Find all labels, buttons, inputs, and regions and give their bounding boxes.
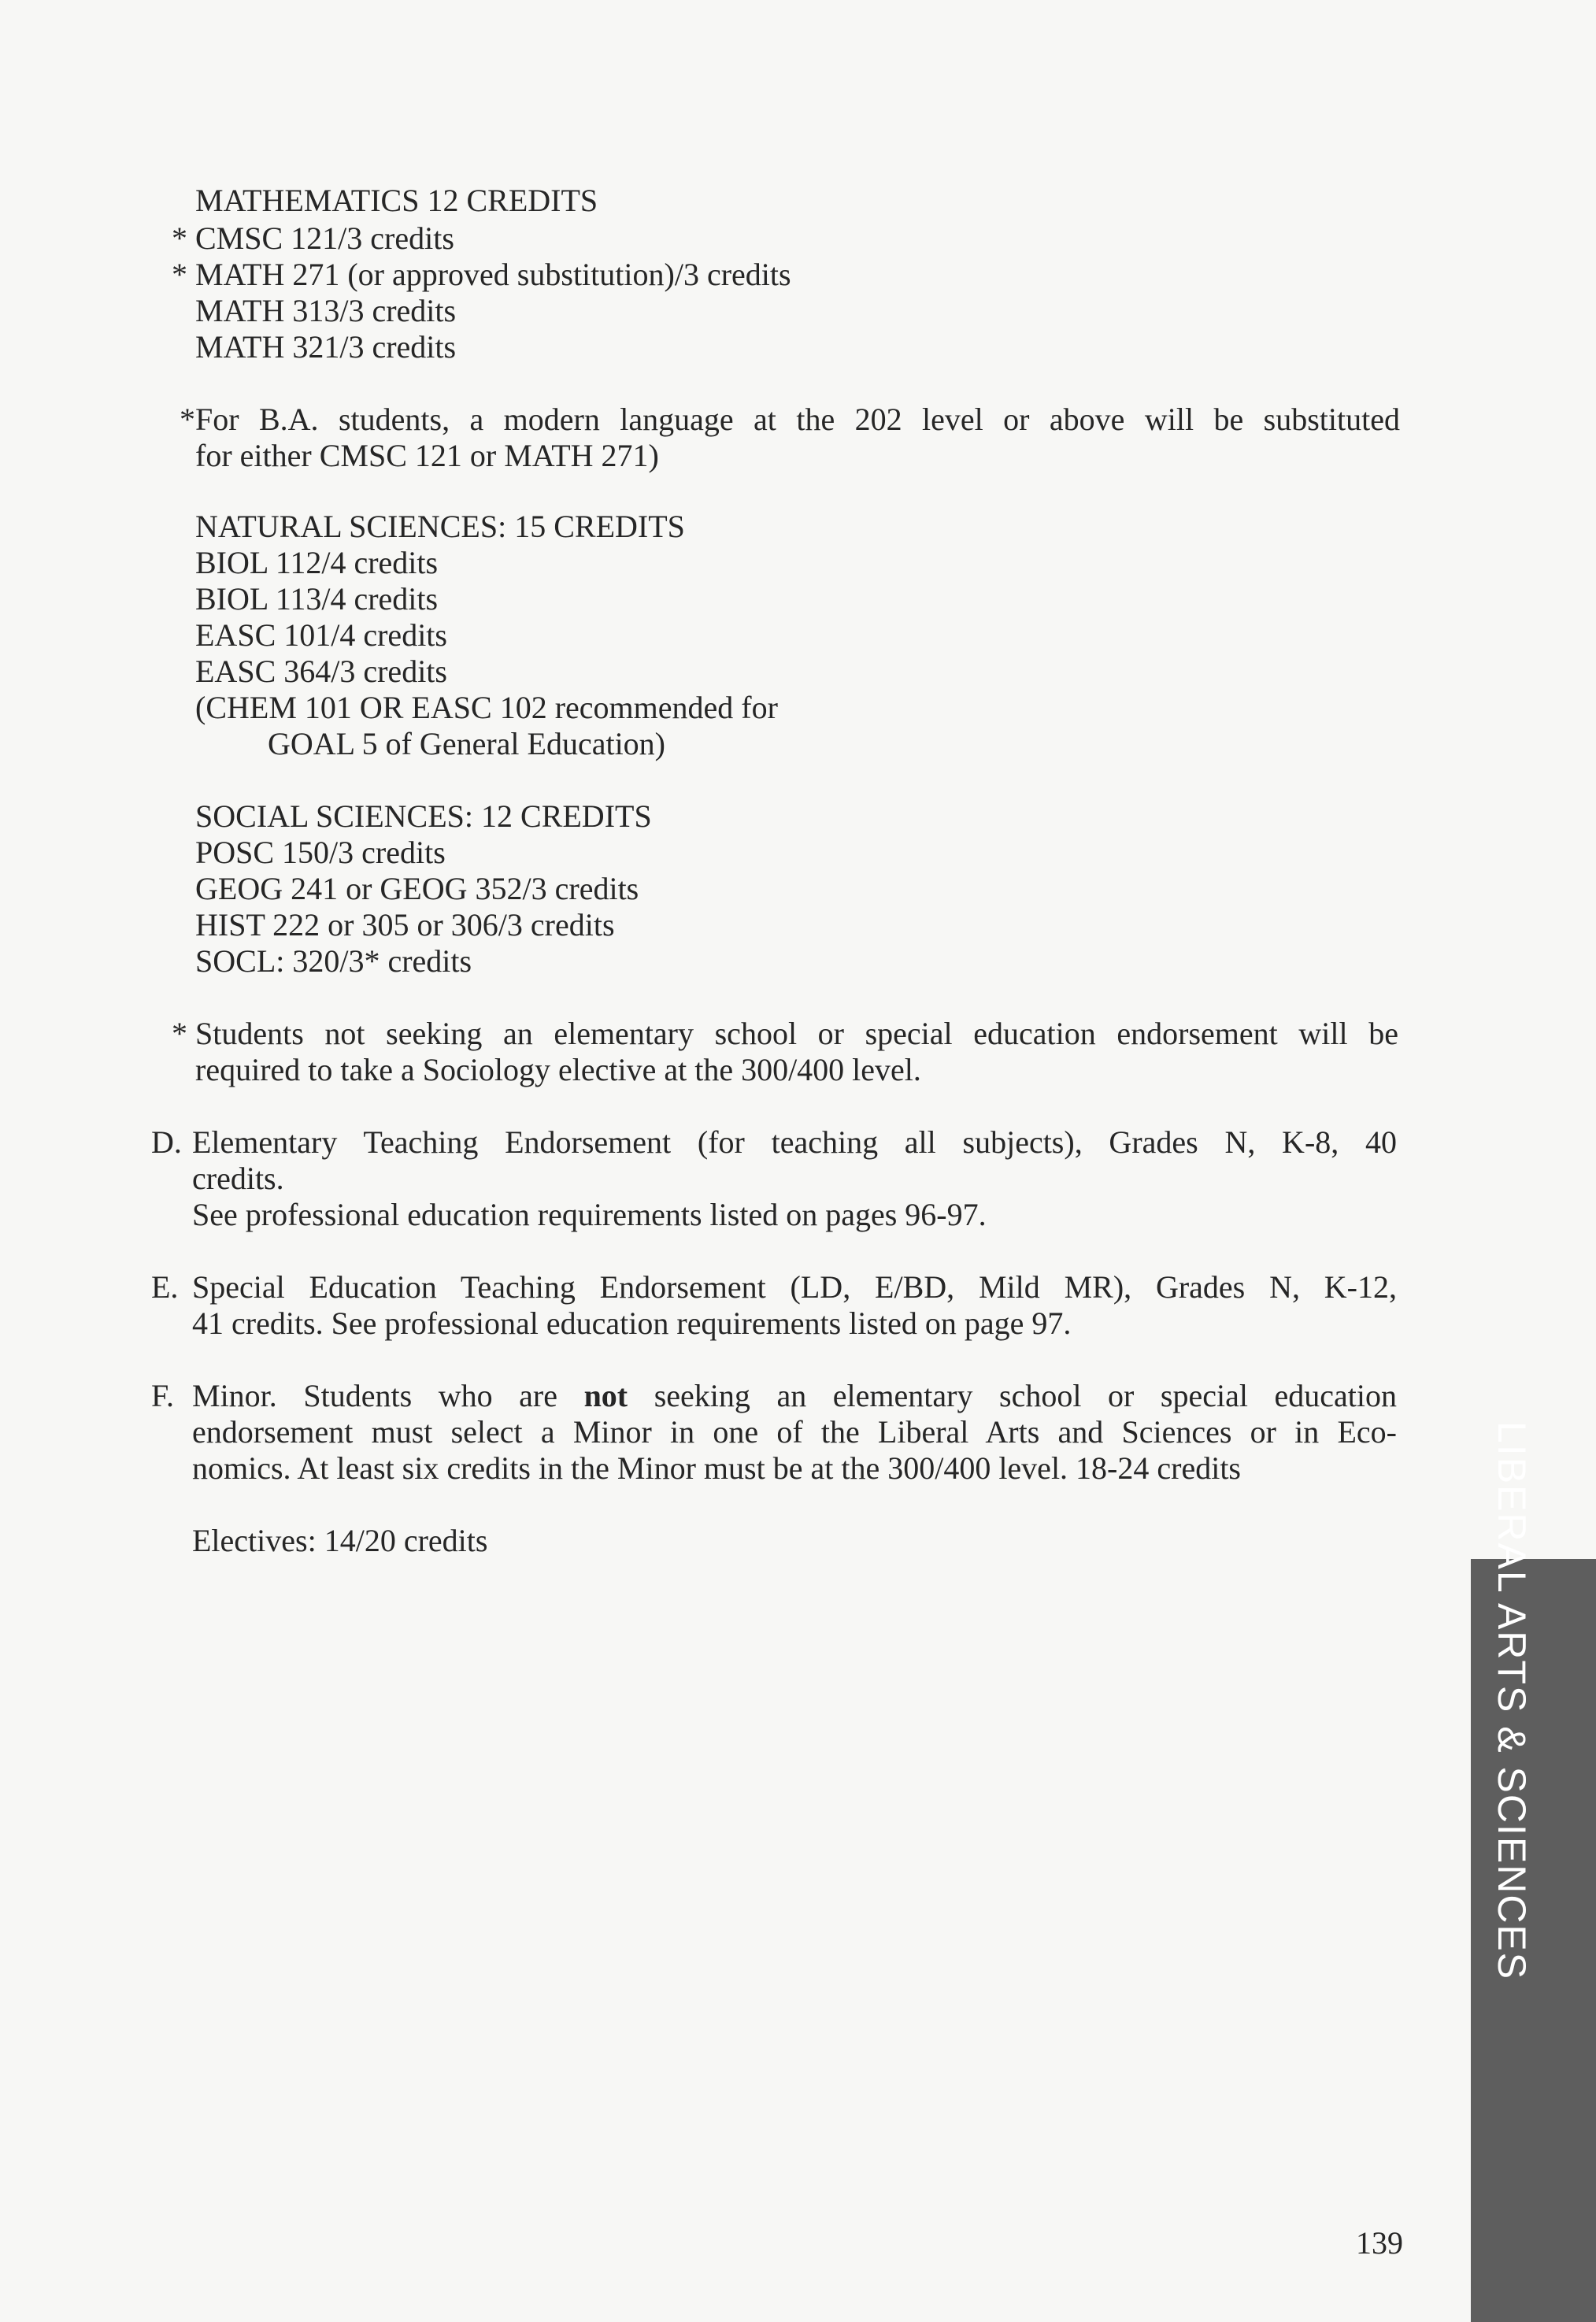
section-d-letter: D. <box>151 1124 182 1160</box>
section-f-emphasis: not <box>583 1378 628 1413</box>
section-d-text: See professional education requirements listed on pages 96-97. <box>192 1197 987 1232</box>
natural-heading: NATURAL SCIENCES: 15 CREDITS <box>195 509 685 544</box>
natural-item: EASC 101/4 credits <box>195 617 447 653</box>
math-note: *For B.A. students, a modern language at the 202 level or above will be substituted <box>180 402 1400 437</box>
side-tab-label: LIBERAL ARTS & SCIENCES <box>1490 1421 1534 1981</box>
asterisk-marker: * <box>172 257 187 292</box>
section-f-letter: F. <box>151 1378 175 1413</box>
section-d-text: Elementary Teaching Endorsement (for teaching all subjects), Grades N, K-8, 40 <box>192 1124 1397 1160</box>
social-item: HIST 222 or 305 or 306/3 credits <box>195 907 615 943</box>
section-f-text: nomics. At least six credits in the Minor must be at the 300/400 level. 18-24 credits <box>192 1450 1241 1486</box>
page-number: 139 <box>1356 2225 1403 2261</box>
natural-item: GOAL 5 of General Education) <box>268 726 665 761</box>
social-heading: SOCIAL SCIENCES: 12 CREDITS <box>195 798 652 834</box>
natural-item: (CHEM 101 OR EASC 102 recommended for <box>195 690 778 725</box>
social-item: SOCL: 320/3* credits <box>195 943 472 979</box>
math-note: for either CMSC 121 or MATH 271) <box>195 438 659 473</box>
section-f-text-end: seeking an elementary school or special education <box>654 1378 1397 1413</box>
section-f-text: endorsement must select a Minor in one of the Liberal Arts and Sciences or in Eco- <box>192 1414 1397 1450</box>
section-e-letter: E. <box>151 1269 179 1305</box>
section-f-text-start: Minor. Students who are <box>192 1378 557 1413</box>
math-item: MATH 313/3 credits <box>195 293 457 328</box>
social-item: GEOG 241 or GEOG 352/3 credits <box>195 871 639 906</box>
natural-item: BIOL 112/4 credits <box>195 545 439 580</box>
section-e-text: 41 credits. See professional education requirements listed on page 97. <box>192 1305 1072 1341</box>
math-item: CMSC 121/3 credits <box>195 220 454 256</box>
section-d-text: credits. <box>192 1161 284 1196</box>
section-f-text <box>192 1378 1397 1414</box>
social-note: required to take a Sociology elective at the 300/400 level. <box>195 1052 921 1087</box>
math-item: MATH 321/3 credits <box>195 329 457 365</box>
natural-item: EASC 364/3 credits <box>195 654 447 689</box>
asterisk-marker: * <box>172 1016 187 1051</box>
section-e-text: Special Education Teaching Endorsement (LD, E/BD, Mild MR), Grades N, K-12, <box>192 1269 1397 1305</box>
math-heading: MATHEMATICS 12 CREDITS <box>195 183 598 218</box>
electives-line: Electives: 14/20 credits <box>192 1523 488 1558</box>
social-note: Students not seeking an elementary school or special education endorsement will be <box>195 1016 1398 1051</box>
social-item: POSC 150/3 credits <box>195 835 446 870</box>
asterisk-marker: * <box>172 220 187 256</box>
math-item: MATH 271 (or approved substitution)/3 credits <box>195 257 791 292</box>
natural-item: BIOL 113/4 credits <box>195 581 439 617</box>
